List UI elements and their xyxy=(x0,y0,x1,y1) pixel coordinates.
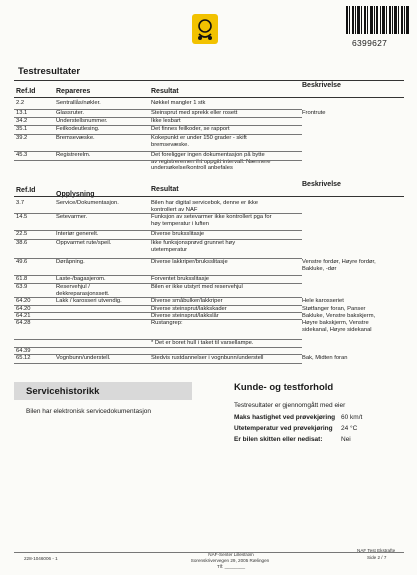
repareres-col-name: Repareres xyxy=(56,88,91,95)
repareres-cell-name: Registrerelm. xyxy=(56,152,91,158)
footer-center-1: NAF-Senter Lillestrøm xyxy=(208,552,254,557)
footer-right-2: Side 2 / 7 xyxy=(367,555,387,560)
repareres-col-desc: Beskrivelse xyxy=(302,82,341,89)
opplysning-cell-desc: Bak, Midten foran xyxy=(302,355,348,361)
repareres-cell-ref: 13.1 xyxy=(16,110,28,116)
opplysning-cell-ref: 64.20 xyxy=(16,306,31,312)
opplysning-cell-ref: 64.39 xyxy=(16,348,31,354)
opplysning-cell-name: Laste-/bagasjerom. xyxy=(56,276,106,282)
opplysning-cell-ref: 64.21 xyxy=(16,313,31,319)
opplysning-cell-result: Bilen har digital servicebok, denne er ikke kontrollert av NAF xyxy=(151,200,258,213)
kunde-value-dirty: Nei xyxy=(341,436,351,443)
repareres-cell-name: Feilkodeutlesing. xyxy=(56,126,100,132)
opplysning-cell-result: Ikke funksjonsprøvd grunnet høy utetemperatur xyxy=(151,240,236,253)
opplysning-cell-ref: 14.5 xyxy=(16,214,28,220)
opplysning-cell-result: Diverse bruksslitasje xyxy=(151,231,205,237)
repareres-row-divider xyxy=(14,160,302,161)
kunde-value-temp: 24 °C xyxy=(341,425,358,432)
opplysning-cell-result: Bilen er ikke utstyrt med reservehjul xyxy=(151,284,243,290)
opplysning-cell-result: Diverse steinsprut/lakkslår xyxy=(151,313,219,319)
repareres-cell-ref: 2.2 xyxy=(16,100,25,106)
kunde-intro: Testresultater er gjennomgått med eier xyxy=(234,402,346,409)
naf-logo-icon xyxy=(192,14,218,44)
opplysning-cell-ref: 49.6 xyxy=(16,259,28,265)
repareres-cell-ref: 39.2 xyxy=(16,135,28,141)
repareres-cell-result: Det finnes feilkoder, se rapport xyxy=(151,126,230,132)
opplysning-cell-result: Funksjon av setevarmer ikke kontrollert pga for høy temperatur i luften xyxy=(151,214,272,227)
repareres-cell-desc: Frontrute xyxy=(302,110,326,116)
kunde-value-speed: 60 km/t xyxy=(341,414,363,421)
opplysning-cell-result: Forventet bruksslitasje xyxy=(151,276,209,282)
repareres-cell-result: Kokepunkt er under 150 grader - skift bremsevæske. xyxy=(151,135,247,148)
opplysning-cell-ref: 38.6 xyxy=(16,240,28,246)
opplysning-cell-name: Interiør generelt. xyxy=(56,231,99,237)
opplysning-cell-result: Rustangrep: xyxy=(151,320,183,326)
opplysning-cell-result: Diverse småbulker/lakkriper xyxy=(151,298,223,304)
opplysning-cell-ref: 65.12 xyxy=(16,355,31,361)
opplysning-row-divider xyxy=(14,363,302,364)
opplysning-cell-desc: Bakluke, Venstre bakskjerm, xyxy=(302,313,376,319)
barcode-icon xyxy=(346,6,410,34)
opplysning-cell-desc: Venstre fordør, Høyre fordør, Bakluke, -dør xyxy=(302,259,376,272)
kunde-label-speed: Maks hastighet ved prøvekjøring xyxy=(234,414,336,421)
repareres-cell-result: Det foreligger ingen dokumentasjon på bytte av registreremen iht oppgitt intervall. Nærmere undersøkelse/kontroll anbefales xyxy=(151,152,271,172)
opplysning-cell-result: Diverse lakkriper/bruksslitasje xyxy=(151,259,228,265)
opplysning-cell-desc: Støtfanger foran, Panser xyxy=(302,306,366,312)
repareres-cell-result: Nøkkel mangler 1 stk xyxy=(151,100,206,106)
barcode-number: 6399627 xyxy=(352,38,388,48)
opplysning-cell-desc: Hele karosseriet xyxy=(302,298,344,304)
footer-right-1: NAF Test Ekstrafte xyxy=(357,548,396,553)
opplysning-cell-result: Diverse steinsprut/lakkskader xyxy=(151,306,227,312)
opplysning-col-name: Opplysning xyxy=(56,191,95,198)
opplysning-cell-ref: 22.5 xyxy=(16,231,28,237)
repareres-cell-result: Steinsprut med sprekk eller rosett xyxy=(151,110,238,116)
opplysning-col-result: Resultat xyxy=(151,186,179,193)
opplysning-cell-ref: 3.7 xyxy=(16,200,25,206)
repareres-cell-name: Sentrallås/nøkler. xyxy=(56,100,101,106)
opplysning-cell-name: Setevarmer. xyxy=(56,214,88,220)
divider xyxy=(14,196,404,197)
opplysning-cell-ref: 63.9 xyxy=(16,284,28,290)
kunde-label-dirty: Er bilen skitten eller nedisat: xyxy=(234,436,323,443)
footer-left: 228-1046006 - 1 xyxy=(24,556,58,561)
opplysning-col-desc: Beskrivelse xyxy=(302,181,341,188)
divider xyxy=(14,80,404,81)
opplysning-cell-result: * Det er boret hull i taket til varsellampe. xyxy=(151,340,254,346)
kunde-label-temp: Utetemperatur ved prøvekjøring xyxy=(234,425,333,432)
opplysning-cell-desc: Høyre bakskjerm, Venstre sidekanal, Høyre sidekanal xyxy=(302,320,372,333)
opplysning-col-ref: Ref.Id xyxy=(16,187,36,194)
repareres-col-result: Resultat xyxy=(151,88,179,95)
repareres-cell-name: Understellsnummer. xyxy=(56,118,108,124)
servicehistorikk-title: Servicehistorikk xyxy=(26,386,100,397)
opplysning-cell-result: Stedvis rustdannelser i vognbunn/understell xyxy=(151,355,264,361)
opplysning-cell-ref: 64.20 xyxy=(16,298,31,304)
repareres-cell-name: Bremsevæske. xyxy=(56,135,95,141)
footer-center-3: Tlf: ________ xyxy=(216,564,246,569)
repareres-cell-name: Glassruter. xyxy=(56,110,85,116)
divider xyxy=(14,97,404,98)
repareres-col-ref: Ref.Id xyxy=(16,88,36,95)
footer-center-2: Sorenskrivervegen 29, 2005 Rælingen xyxy=(190,558,270,563)
opplysning-row-divider xyxy=(14,347,302,348)
kunde-title: Kunde- og testforhold xyxy=(234,382,334,393)
servicehistorikk-text: Bilen har elektronisk servicedokumentasjon xyxy=(26,408,152,415)
opplysning-cell-name: Oppvarmet rute/speil. xyxy=(56,240,112,246)
opplysning-cell-name: Vognbunn/understell. xyxy=(56,355,111,361)
opplysning-cell-name: Døråpning. xyxy=(56,259,85,265)
repareres-cell-ref: 45.3 xyxy=(16,152,28,158)
repareres-cell-ref: 34.2 xyxy=(16,118,28,124)
opplysning-cell-ref: 64.28 xyxy=(16,320,31,326)
repareres-cell-result: Ikke lesbart xyxy=(151,118,181,124)
testresultater-title: Testresultater xyxy=(18,66,81,77)
opplysning-cell-name: Lakk / karosseri utvendig. xyxy=(56,298,122,304)
opplysning-cell-name: Reservehjul / dekkreparasjonssett. xyxy=(56,284,110,297)
repareres-cell-ref: 35.1 xyxy=(16,126,28,132)
opplysning-cell-name: Service/Dokumentasjon. xyxy=(56,200,119,206)
opplysning-cell-ref: 61.8 xyxy=(16,276,28,282)
